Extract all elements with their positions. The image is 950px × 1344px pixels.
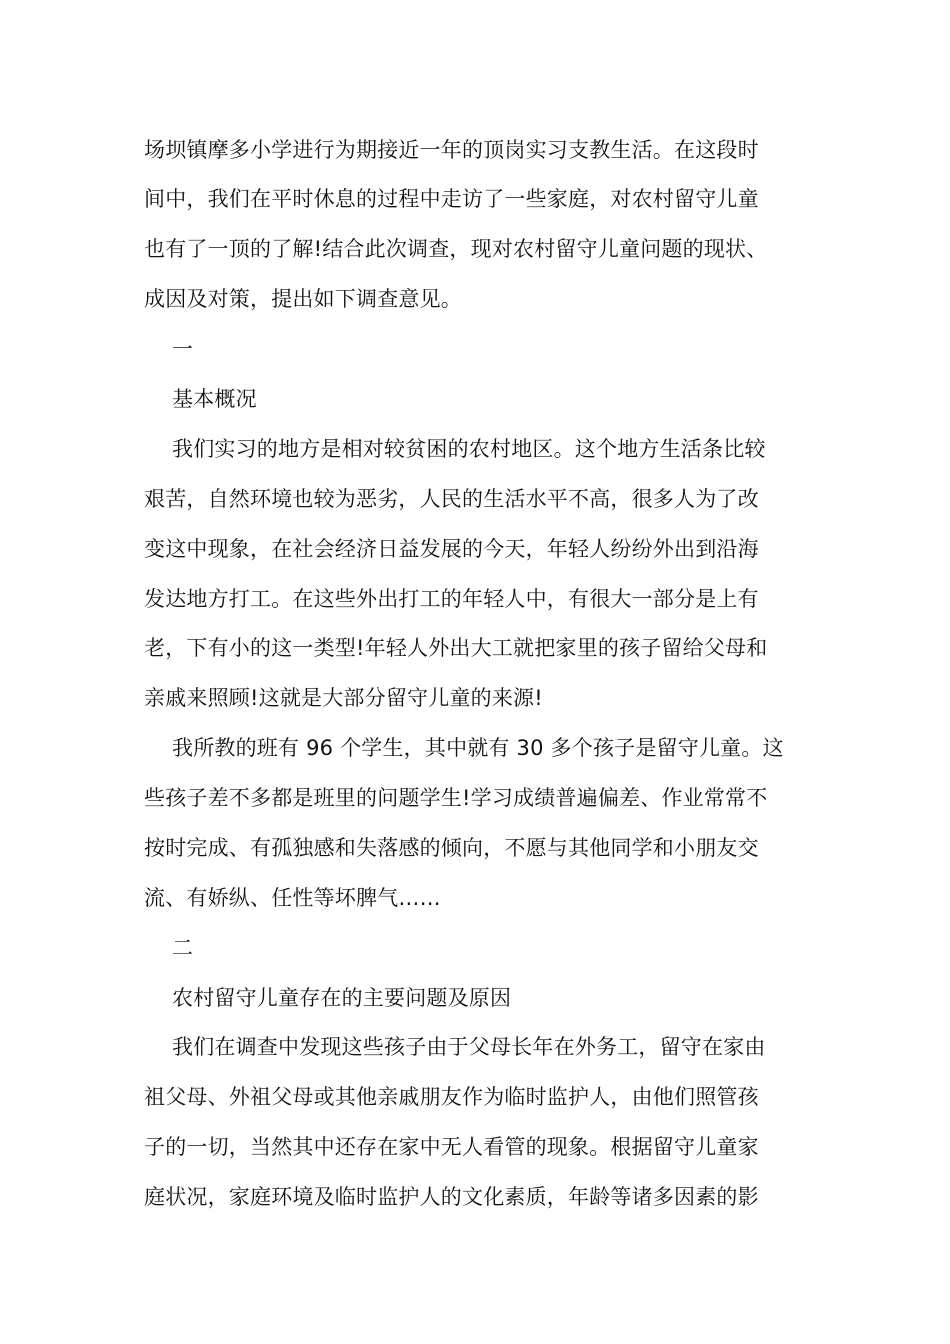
paragraph-line: 也有了一顶的了解!结合此次调查，现对农村留守儿童问题的现状、 xyxy=(144,237,768,261)
paragraph-line: 我们实习的地方是相对较贫困的农村地区。这个地方生活条比较 xyxy=(172,437,766,461)
section-heading: 基本概况 xyxy=(172,387,257,411)
paragraph-line: 些孩子差不多都是班里的问题学生!学习成绩普遍偏差、作业常常不 xyxy=(144,786,768,810)
paragraph-line: 变这中现象，在社会经济日益发展的今天，年轻人纷纷外出到沿海 xyxy=(144,537,759,561)
paragraph-line: 成因及对策，提出如下调查意见。 xyxy=(144,287,462,311)
paragraph-line: 庭状况，家庭环境及临时监护人的文化素质，年龄等诸多因素的影 xyxy=(144,1185,759,1209)
paragraph-line: 间中，我们在平时休息的过程中走访了一些家庭，对农村留守儿童 xyxy=(144,187,759,211)
paragraph-line: 按时完成、有孤独感和失落感的倾向，不愿与其他同学和小朋友交 xyxy=(144,836,759,860)
paragraph-line: 老，下有小的这一类型!年轻人外出大工就把家里的孩子留给父母和 xyxy=(144,636,768,660)
section-heading: 农村留守儿童存在的主要问题及原因 xyxy=(172,986,512,1010)
paragraph-line: 流、有娇纵、任性等坏脾气…… xyxy=(144,886,441,910)
paragraph-line: 祖父母、外祖父母或其他亲戚朋友作为临时监护人，由他们照管孩 xyxy=(144,1085,759,1109)
paragraph-line: 我所教的班有 96 个学生，其中就有 30 多个孩子是留守儿童。这 xyxy=(172,736,784,760)
paragraph-line: 子的一切，当然其中还存在家中无人看管的现象。根据留守儿童家 xyxy=(144,1135,759,1159)
section-number: 二 xyxy=(172,936,194,960)
paragraph-line: 艰苦，自然环境也较为恶劣，人民的生活水平不高，很多人为了改 xyxy=(144,487,759,511)
paragraph-line: 我们在调查中发现这些孩子由于父母长年在外务工，留守在家由 xyxy=(172,1035,766,1059)
paragraph-line: 场坝镇摩多小学进行为期接近一年的顶岗实习支教生活。在这段时 xyxy=(144,138,759,162)
section-number: 一 xyxy=(172,337,194,361)
paragraph-line: 亲戚来照顾!这就是大部分留守儿童的来源! xyxy=(144,686,543,710)
paragraph-line: 发达地方打工。在这些外出打工的年轻人中，有很大一部分是上有 xyxy=(144,587,759,611)
